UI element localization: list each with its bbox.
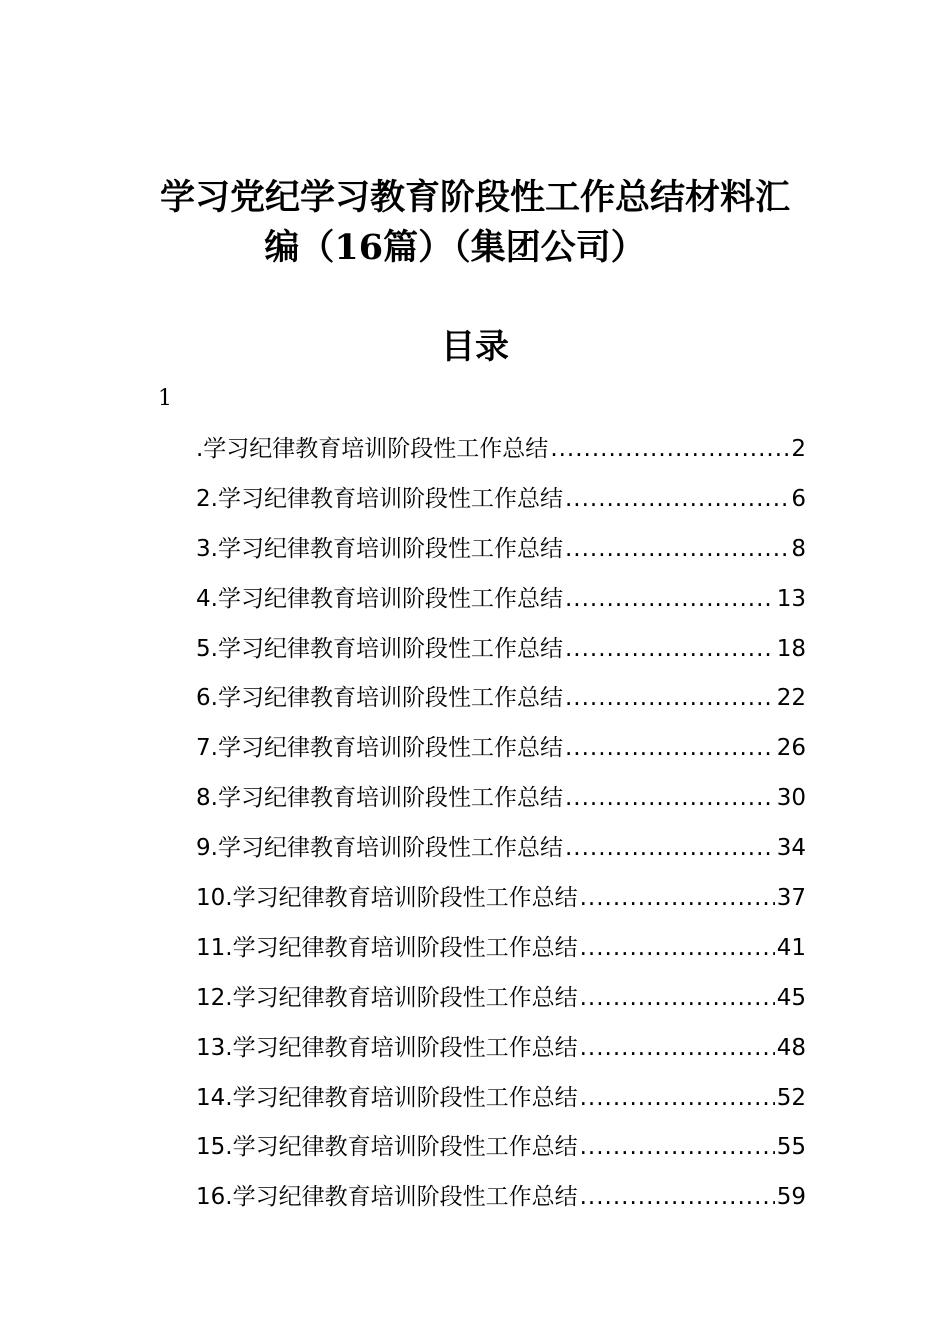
document-title-line-1: 学习党纪学习教育阶段性工作总结材料汇 bbox=[159, 177, 790, 218]
toc-entry-label: 10.学习纪律教育培训阶段性工作总结 bbox=[196, 885, 578, 912]
toc-entry-page: 59 bbox=[776, 1184, 806, 1211]
toc-entry-page: 22 bbox=[776, 685, 806, 712]
toc-entry[interactable] bbox=[196, 1123, 806, 1173]
toc-leader-dots bbox=[580, 1123, 775, 1173]
toc-entry-page: 34 bbox=[776, 835, 806, 862]
toc-entry[interactable] bbox=[196, 824, 806, 874]
toc-entry-label: 12.学习纪律教育培训阶段性工作总结 bbox=[196, 984, 578, 1011]
toc-leader-dots bbox=[565, 475, 789, 525]
toc-leader-dots bbox=[580, 1173, 775, 1223]
toc-entry-page: 55 bbox=[776, 1134, 806, 1161]
toc-entry[interactable] bbox=[196, 525, 806, 575]
toc-entry-label: 8.学习纪律教育培训阶段性工作总结 bbox=[196, 785, 563, 812]
toc-leader-dots bbox=[565, 575, 775, 625]
toc-entry-label: 11.学习纪律教育培训阶段性工作总结 bbox=[196, 934, 578, 961]
toc-entry-label: 6.学习纪律教育培训阶段性工作总结 bbox=[196, 685, 563, 712]
toc-leader-dots bbox=[565, 774, 775, 824]
toc-entry-page: 2 bbox=[791, 436, 806, 462]
toc-entry-label: 2.学习纪律教育培训阶段性工作总结 bbox=[196, 485, 563, 512]
toc-entry[interactable] bbox=[196, 425, 806, 475]
toc-entry[interactable] bbox=[196, 774, 806, 824]
toc-leader-dots bbox=[565, 724, 775, 774]
toc-entry[interactable] bbox=[196, 625, 806, 675]
toc-entry-label: 16.学习纪律教育培训阶段性工作总结 bbox=[196, 1184, 578, 1211]
toc-entry-page: 26 bbox=[776, 735, 806, 762]
toc-entry-label: 15.学习纪律教育培训阶段性工作总结 bbox=[196, 1134, 578, 1161]
toc-list bbox=[196, 425, 806, 1223]
toc-entry-page: 18 bbox=[776, 635, 806, 662]
toc-entry[interactable] bbox=[196, 1173, 806, 1223]
toc-entry-page: 6 bbox=[791, 485, 806, 512]
toc-entry[interactable] bbox=[196, 475, 806, 525]
toc-entry[interactable] bbox=[196, 924, 806, 974]
toc-entry[interactable] bbox=[196, 974, 806, 1024]
toc-entry-page: 8 bbox=[791, 535, 806, 562]
toc-leader-dots bbox=[580, 1074, 775, 1124]
toc-entry-label: 7.学习纪律教育培训阶段性工作总结 bbox=[196, 735, 563, 762]
toc-entry-page: 45 bbox=[776, 984, 806, 1011]
toc-entry-label: 14.学习纪律教育培训阶段性工作总结 bbox=[196, 1084, 578, 1111]
stray-number: 1 bbox=[158, 386, 172, 411]
toc-entry[interactable] bbox=[196, 674, 806, 724]
toc-entry-label: 13.学习纪律教育培训阶段性工作总结 bbox=[196, 1034, 578, 1061]
toc-leader-dots bbox=[580, 1024, 775, 1074]
toc-leader-dots bbox=[565, 525, 789, 575]
toc-entry-label: .学习纪律教育培训阶段性工作总结 bbox=[196, 436, 549, 462]
toc-entry[interactable] bbox=[196, 874, 806, 924]
toc-entry-page: 30 bbox=[776, 785, 806, 812]
toc-entry-page: 13 bbox=[776, 585, 806, 612]
toc-entry-page: 48 bbox=[776, 1034, 806, 1061]
toc-entry[interactable] bbox=[196, 1074, 806, 1124]
toc-leader-dots bbox=[580, 924, 775, 974]
toc-entry-label: 4.学习纪律教育培训阶段性工作总结 bbox=[196, 585, 563, 612]
toc-entry-label: 5.学习纪律教育培训阶段性工作总结 bbox=[196, 635, 563, 662]
toc-leader-dots bbox=[565, 674, 775, 724]
toc-entry[interactable] bbox=[196, 575, 806, 625]
toc-entry-page: 52 bbox=[776, 1084, 806, 1111]
toc-leader-dots bbox=[565, 824, 775, 874]
toc-leader-dots bbox=[565, 625, 775, 675]
toc-entry[interactable] bbox=[196, 1024, 806, 1074]
toc-leader-dots bbox=[550, 425, 789, 475]
toc-entry-page: 37 bbox=[776, 885, 806, 912]
toc-entry[interactable] bbox=[196, 724, 806, 774]
toc-leader-dots bbox=[580, 874, 775, 924]
toc-entry-label: 3.学习纪律教育培训阶段性工作总结 bbox=[196, 535, 563, 562]
toc-heading: 目录 bbox=[441, 327, 509, 367]
toc-entry-label: 9.学习纪律教育培训阶段性工作总结 bbox=[196, 835, 563, 862]
toc-entry-page: 41 bbox=[776, 934, 806, 961]
toc-leader-dots bbox=[580, 974, 775, 1024]
document-title-line-2: 编（16篇）（集团公司） bbox=[264, 227, 646, 268]
